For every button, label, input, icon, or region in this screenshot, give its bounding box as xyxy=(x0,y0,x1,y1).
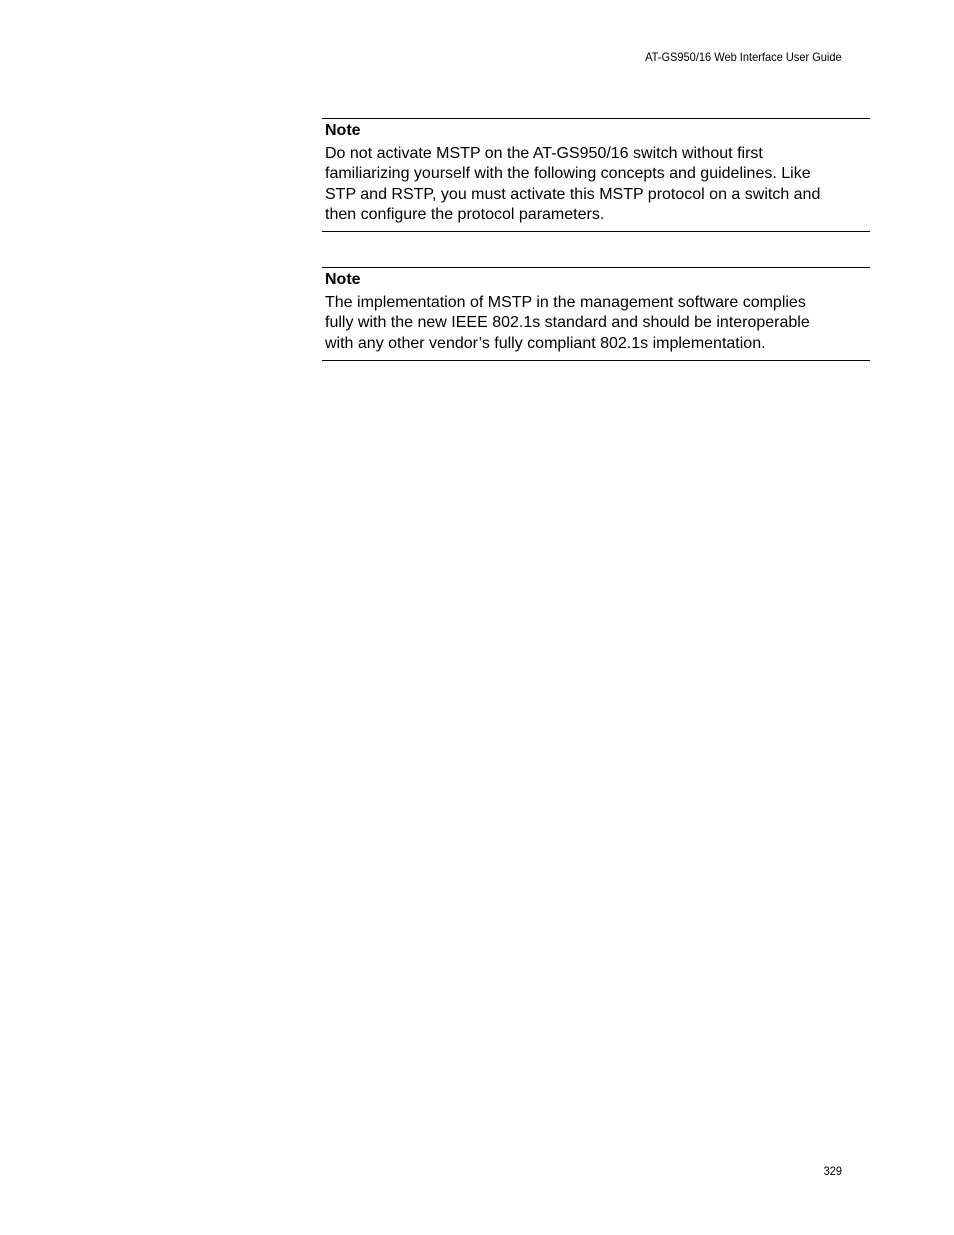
note-title: Note xyxy=(325,122,361,139)
note-line: fully with the new IEEE 802.1s standard and should be interoperable xyxy=(325,314,810,332)
note-body xyxy=(325,144,870,225)
note-body xyxy=(325,293,870,354)
page-number: 329 xyxy=(823,1164,842,1178)
running-header: AT-GS950/16 Web Interface User Guide xyxy=(645,50,842,64)
note-line: then configure the protocol parameters. xyxy=(325,205,605,223)
note-line: STP and RSTP, you must activate this MSTP protocol on a switch and xyxy=(325,185,821,203)
note-line: The implementation of MSTP in the management software complies xyxy=(325,294,806,311)
note-line: familiarizing yourself with the following concepts and guidelines. Like xyxy=(325,165,811,183)
note-box xyxy=(322,267,870,361)
note-title: Note xyxy=(325,271,361,288)
note-box xyxy=(322,118,870,232)
note-line: with any other vendor’s fully compliant 802.1s implementation. xyxy=(325,334,766,352)
note-line: Do not activate MSTP on the AT-GS950/16 switch without first xyxy=(325,145,763,162)
